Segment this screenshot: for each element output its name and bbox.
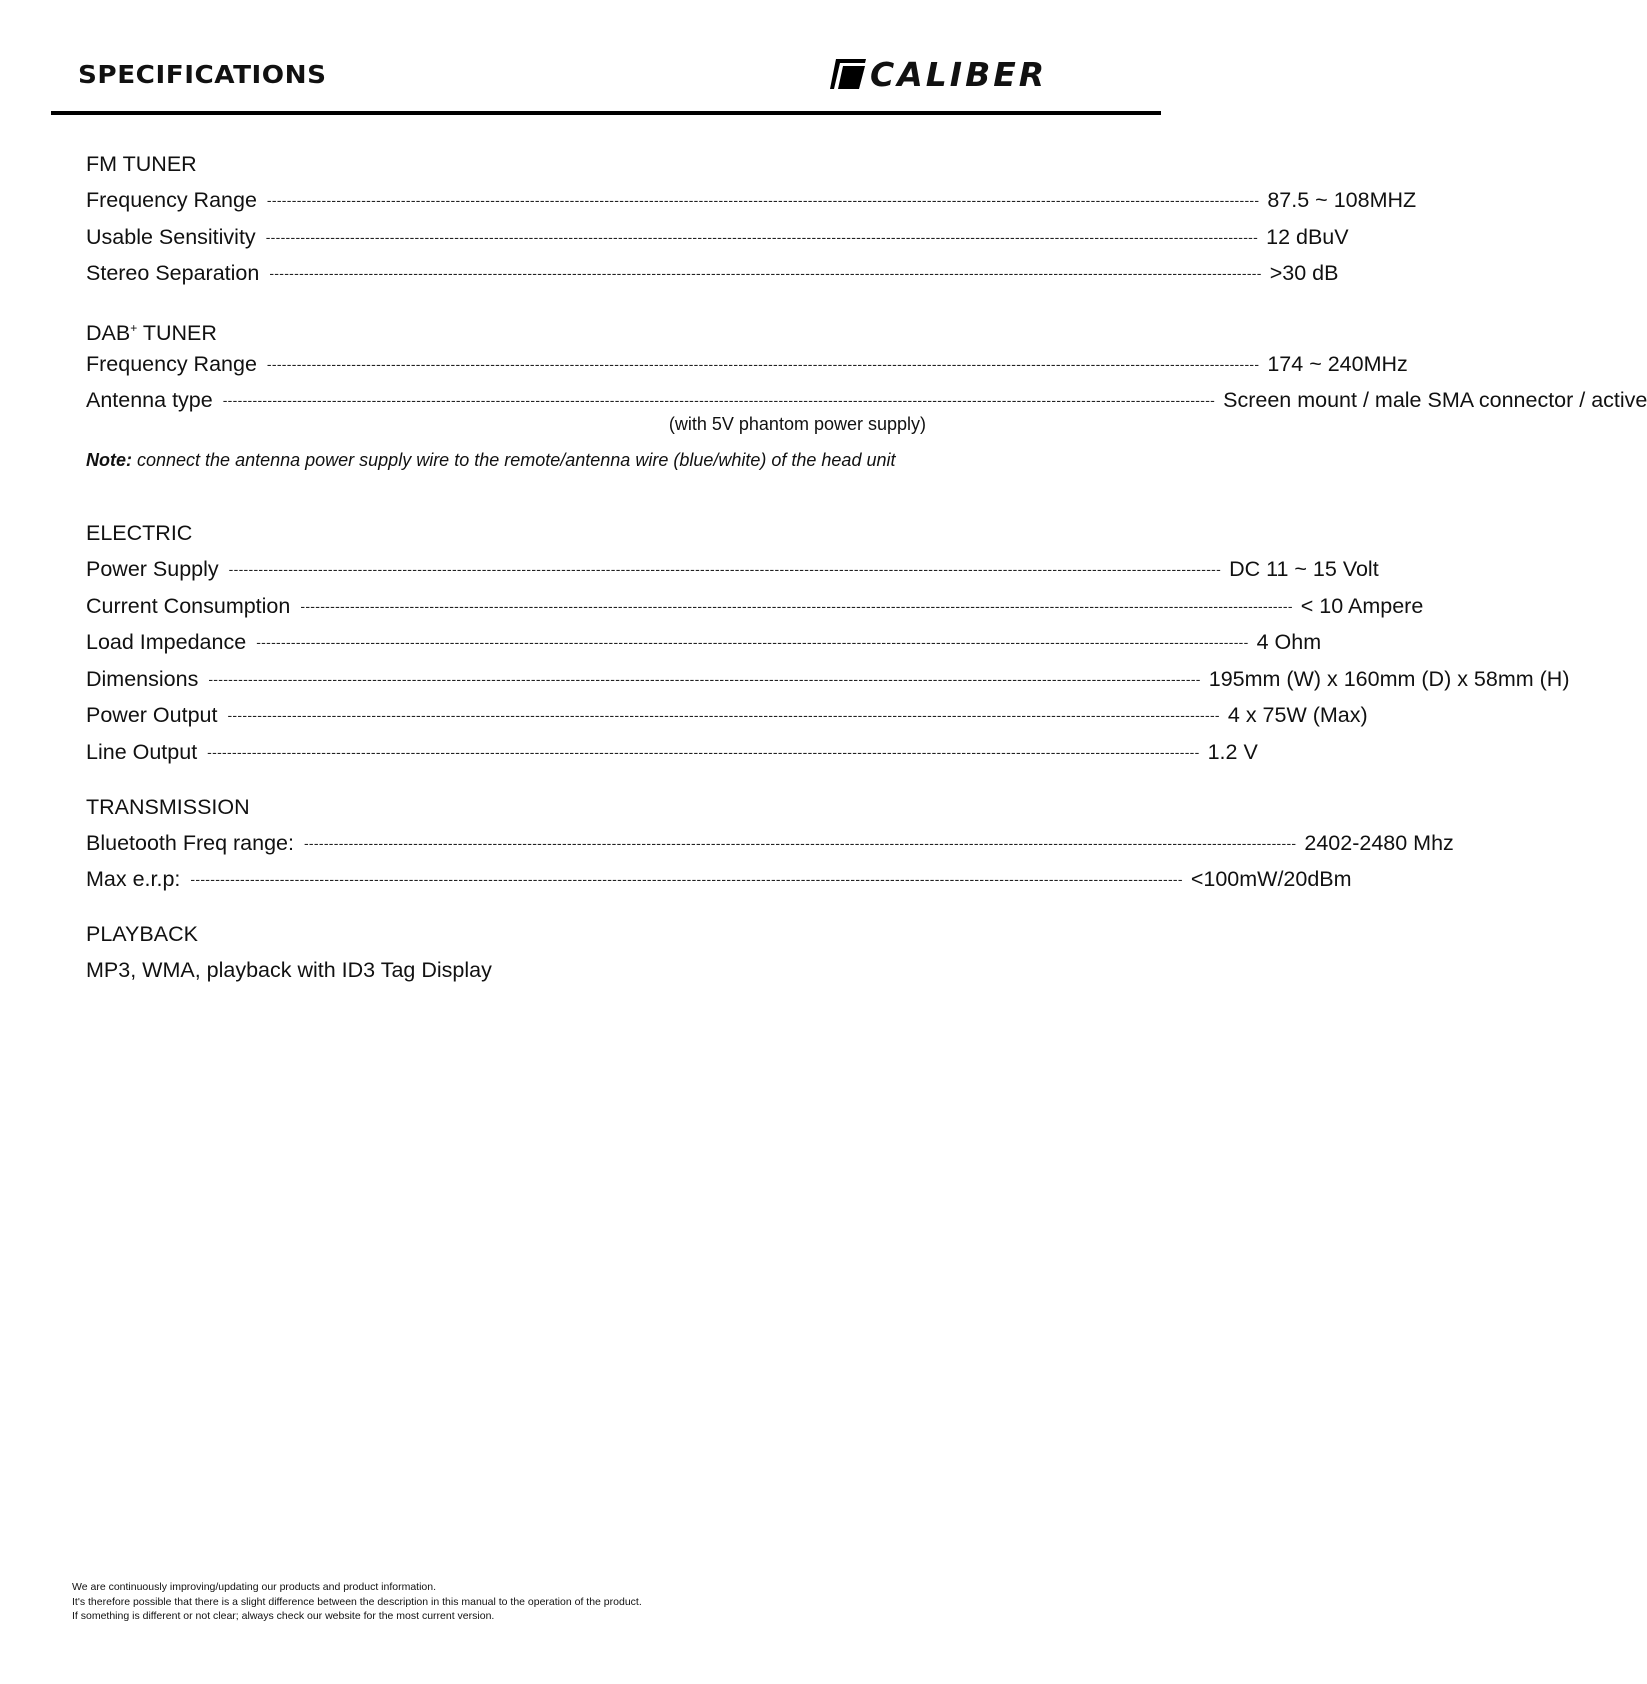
spec-label: Load Impedance <box>86 630 247 655</box>
leader-dots: -------------------------------------------------------------------------------------------------------------------------------------------------------------------------------------------------------- <box>266 355 1260 372</box>
spec-label: Power Output <box>86 703 218 728</box>
spec-row <box>86 551 1379 588</box>
leader-dots: -------------------------------------------------------------------------------------------------------------------------------------------------------------------------------------------------------- <box>222 392 1216 409</box>
spec-label: Frequency Range <box>86 188 257 212</box>
caliber-logo: CALIBER <box>830 54 1047 94</box>
spec-row <box>86 697 1368 734</box>
spec-row <box>86 825 1454 862</box>
leader-dots: -------------------------------------------------------------------------------------------------------------------------------------------------------------------------------------------------------- <box>265 228 1259 245</box>
spec-row <box>86 182 1417 219</box>
leader-dots: -------------------------------------------------------------------------------------------------------------------------------------------------------------------------------------------------------- <box>190 871 1183 888</box>
header-divider <box>51 111 1161 115</box>
spec-row <box>86 255 1339 292</box>
spec-content <box>86 146 1647 988</box>
spec-label: Dimensions <box>86 666 199 691</box>
footer-disclaimer: We are continuously improving/updating our products and product information. It's therefore possible that there is a slight difference between the description in this manual to the operation of the product. If something is different or not clear; always check our website for the most current version. <box>72 1581 642 1622</box>
leader-dots: -------------------------------------------------------------------------------------------------------------------------------------------------------------------------------------------------------- <box>208 670 1201 687</box>
spec-row <box>86 624 1322 661</box>
leader-dots: -------------------------------------------------------------------------------------------------------------------------------------------------------------------------------------------------------- <box>228 560 1222 577</box>
spec-row <box>86 346 1408 383</box>
spec-row <box>86 382 1647 419</box>
spec-value: 174 ~ 240MHz <box>1267 351 1408 376</box>
spec-row <box>86 588 1424 625</box>
spec-label: Power Supply <box>86 556 219 581</box>
spec-value: <100mW/20dBm <box>1190 867 1352 892</box>
spec-value: >30 dB <box>1269 261 1339 286</box>
spec-label: Bluetooth Freq range: <box>86 830 294 855</box>
spec-value: 4 x 75W (Max) <box>1227 703 1368 728</box>
leader-dots: -------------------------------------------------------------------------------------------------------------------------------------------------------------------------------------------------------- <box>266 192 1260 208</box>
spec-value: 2402-2480 Mhz <box>1304 830 1454 855</box>
spec-label: Frequency Range <box>86 351 257 376</box>
spec-label: Usable Sensitivity <box>86 224 256 249</box>
section-heading: DAB+ TUNER <box>86 320 217 345</box>
spec-label: Line Output <box>86 739 198 764</box>
leader-dots: -------------------------------------------------------------------------------------------------------------------------------------------------------------------------------------------------------- <box>207 743 1200 760</box>
spec-label: Current Consumption <box>86 593 291 618</box>
playback-text: MP3, WMA, playback with ID3 Tag Display <box>86 957 492 982</box>
spec-value: Screen mount / male SMA connector / active <box>1223 388 1647 413</box>
spec-value: 4 Ohm <box>1256 630 1322 655</box>
leader-dots: -------------------------------------------------------------------------------------------------------------------------------------------------------------------------------------------------------- <box>300 597 1293 614</box>
spec-label: Stereo Separation <box>86 261 260 286</box>
antenna-subnote: (with 5V phantom power supply) <box>668 413 926 434</box>
spec-value: < 10 Ampere <box>1300 593 1424 618</box>
spec-value: 12 dBuV <box>1266 224 1349 249</box>
leader-dots: -------------------------------------------------------------------------------------------------------------------------------------------------------------------------------------------------------- <box>256 634 1249 651</box>
spec-row <box>86 661 1570 698</box>
leader-dots: -------------------------------------------------------------------------------------------------------------------------------------------------------------------------------------------------------- <box>227 707 1220 724</box>
section-heading: ELECTRIC <box>86 520 193 545</box>
spec-row <box>86 861 1352 898</box>
spec-value: 1.2 V <box>1207 739 1258 764</box>
section-heading: TRANSMISSION <box>86 794 250 819</box>
logo-mark-icon <box>830 59 866 89</box>
leader-dots: -------------------------------------------------------------------------------------------------------------------------------------------------------------------------------------------------------- <box>269 265 1262 282</box>
spec-label: Max e.r.p: <box>86 867 181 892</box>
section-heading: PLAYBACK <box>86 921 198 946</box>
spec-value: 195mm (W) x 160mm (D) x 58mm (H) <box>1208 666 1570 691</box>
page-title: SPECIFICATIONS <box>78 60 327 89</box>
note: Note: connect the antenna power supply wire to the remote/antenna wire (blue/white) of the head unit <box>86 449 896 470</box>
spec-row <box>86 219 1349 256</box>
spec-value: 87.5 ~ 108MHZ <box>1267 188 1417 212</box>
spec-label: Antenna type <box>86 388 213 413</box>
spec-row <box>86 734 1258 771</box>
section-heading: FM TUNER <box>86 152 197 176</box>
spec-value: DC 11 ~ 15 Volt <box>1229 556 1379 581</box>
leader-dots: -------------------------------------------------------------------------------------------------------------------------------------------------------------------------------------------------------- <box>303 834 1297 851</box>
